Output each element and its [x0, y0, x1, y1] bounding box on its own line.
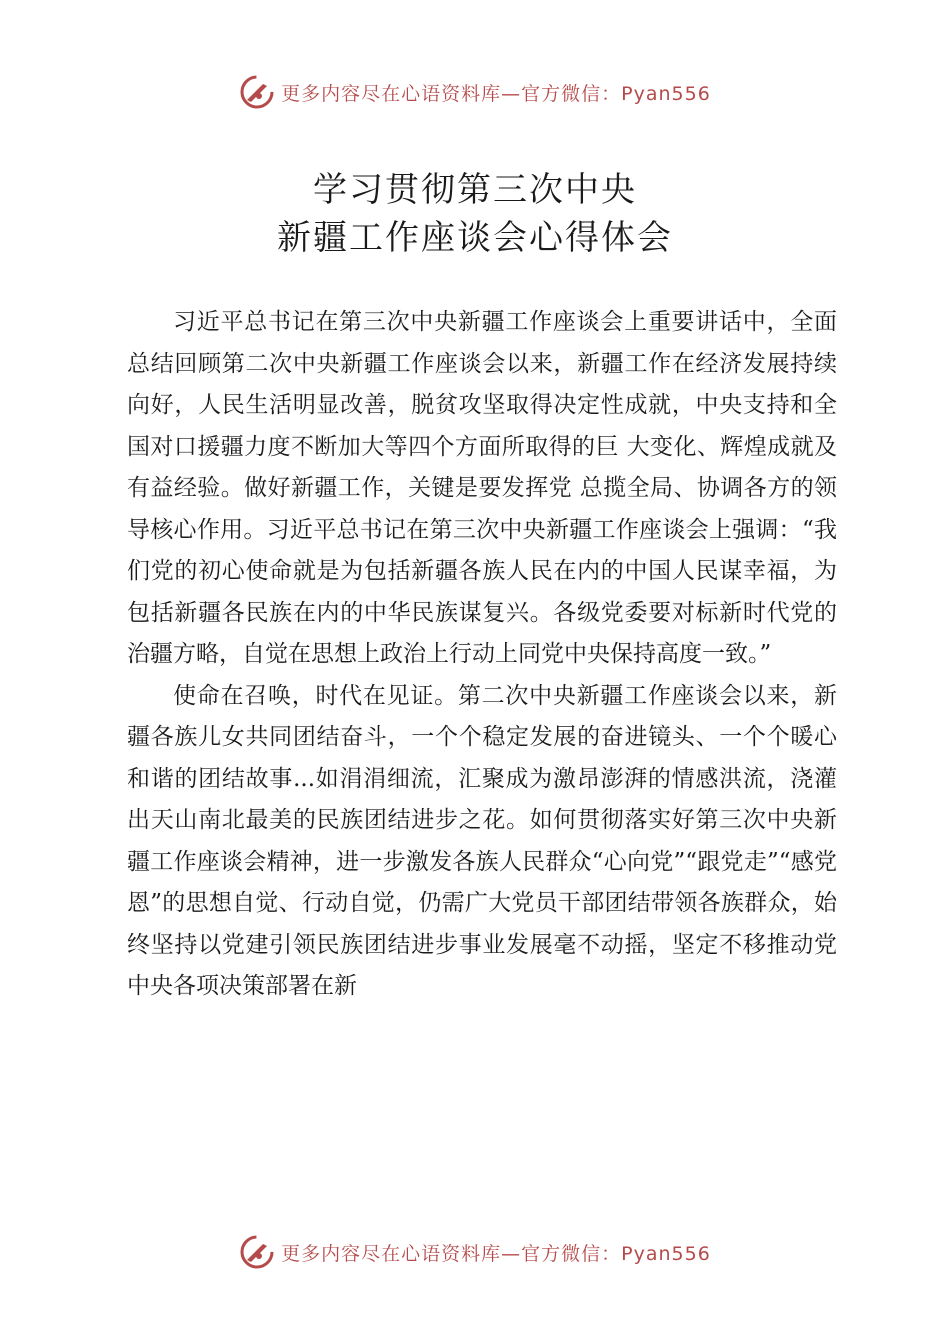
watermark-text: 更多内容尽在心语资料库—官方微信：Pyan556	[281, 1242, 711, 1265]
paragraph-1: 习近平总书记在第三次中央新疆工作座谈会上重要讲话中，全面总结回顾第二次中央新疆工作座谈会以来，新疆工作在经济发展持续向好，人民生活明显改善，脱贫攻坚取得决定性成就，中央支持和全国对口援疆力度不断加大等四个方面所取得的巨 大变化、辉煌成就及有益经验。做好新疆工作，关键是要发挥党 总揽全局、协调各方的领导核心作用。习近平总书记在第三次中央新疆工作座谈会上强调：“我们党的初心使命就是为包括新疆各族人民在内的中国人民谋幸福，为包括新疆各民族在内的中华民族谋复兴。各级党委要对标新时代党的治疆方略，自觉在思想上政治上行动上同党中央保持高度一致。”	[127, 309, 837, 667]
watermark-footer	[0, 1232, 950, 1272]
page-title	[0, 166, 950, 262]
ink-brush-logo-icon	[239, 74, 275, 110]
document-body	[127, 302, 837, 1008]
title-line-2: 新疆工作座谈会心得体会	[277, 218, 673, 258]
title-line-1: 学习贯彻第三次中央	[313, 170, 637, 210]
ink-brush-logo-icon	[239, 1234, 275, 1270]
watermark-text: 更多内容尽在心语资料库—官方微信：Pyan556	[281, 82, 711, 105]
paragraph-2: 使命在召唤，时代在见证。第二次中央新疆工作座谈会以来，新疆各族儿女共同团结奋斗，一个个稳定发展的奋进镜头、一个个暖心和谐的团结故事...如涓涓细流，汇聚成为激昂澎湃的情感洪流，浇灌出天山南北最美的民族团结进步之花。如何贯彻落实好第三次中央新疆工作座谈会精神，进一步激发各族人民群众“心向党”“跟党走”“感党恩”的思想自觉、行动自觉，仍需广大党员干部团结带领各族群众，始终坚持以党建引领民族团结进步事业发展毫不动摇，坚定不移推动党中央各项决策部署在新	[127, 682, 837, 999]
watermark-header	[0, 72, 950, 112]
